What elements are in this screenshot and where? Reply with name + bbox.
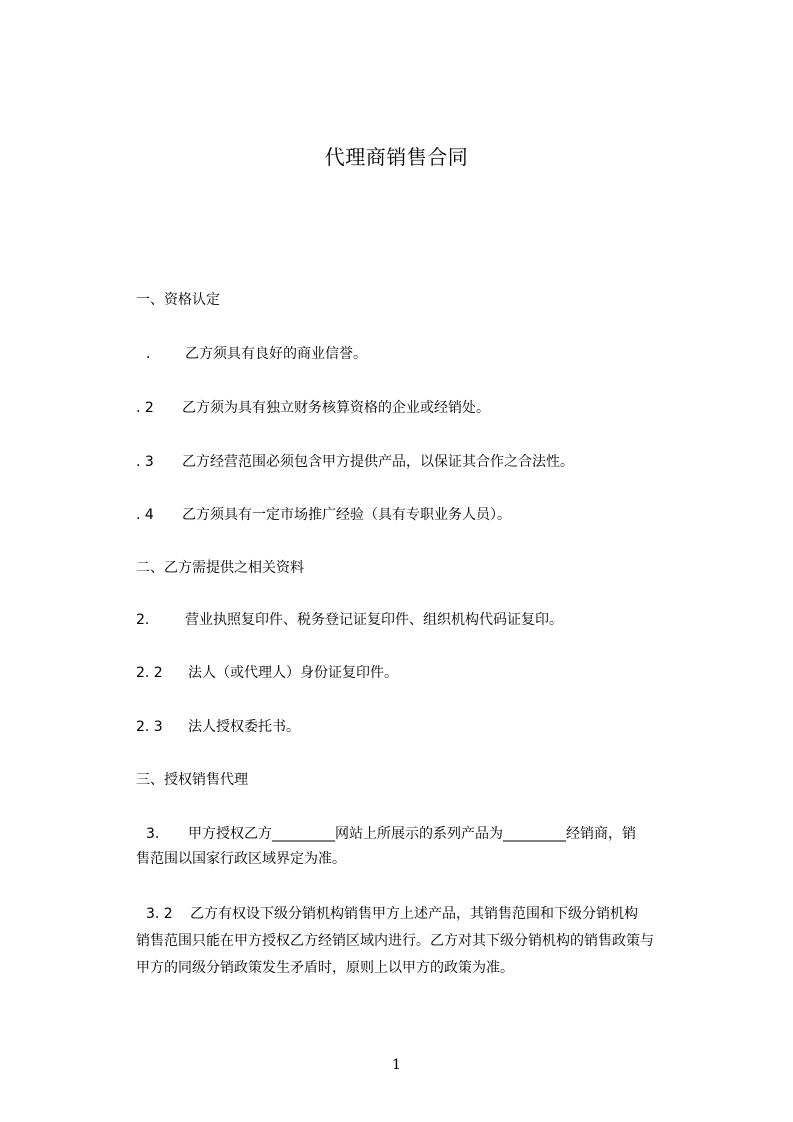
section-heading-text: 三、授权销售代理 [136, 772, 248, 788]
section-heading [0, 291, 220, 345]
clause-number: . 3 [136, 454, 154, 470]
clause-number: . 2 [136, 400, 154, 416]
clause-text-line: 售范围以国家行政区域界定为准。 [136, 851, 346, 867]
section-heading [0, 559, 304, 613]
clause-text: 法人授权委托书。 [188, 719, 300, 735]
clause-text-line: 甲方授权乙方_________网站上所展示的系列产品为_________经销商，销 [188, 826, 636, 842]
clause-text: 乙方须具有良好的商业信誉。 [185, 346, 367, 362]
section-heading-text: 二、乙方需提供之相关资料 [136, 560, 304, 576]
clause-number: 3. 2 [146, 906, 173, 922]
clause-number: 2. [136, 612, 150, 628]
clause-number: 2. 2 [136, 665, 163, 681]
clause-text: 乙方须具有一定市场推广经验（具有专职业务人员）。 [182, 507, 511, 523]
clause-number: 3. [146, 826, 160, 842]
clause-continuation [0, 959, 514, 1013]
clause-number: . 4 [136, 507, 154, 523]
section-heading-text: 一、资格认定 [136, 292, 220, 308]
clause-text-line: 甲方的同级分销政策发生矛盾时，原则上以甲方的政策为准。 [136, 960, 514, 976]
clause-text-line: 销售范围只能在甲方授权乙方经销区域内进行。乙方对其下级分销机构的销售政策与 [136, 933, 654, 949]
clause-text: 法人（或代理人）身份证复印件。 [188, 665, 398, 681]
clause-number: 2. 3 [136, 719, 163, 735]
clause-text: 乙方经营范围必须包含甲方提供产品，以保证其合作之合法性。 [182, 454, 574, 470]
clause-continuation [0, 850, 346, 904]
clause-number: . [146, 346, 151, 362]
clause-text: 乙方须为具有独立财务核算资格的企业或经销处。 [182, 400, 490, 416]
section-heading [0, 771, 248, 825]
page-number: 1 [392, 1057, 401, 1073]
clause-text-line: 乙方有权设下级分销机构销售甲方上述产品，其销售范围和下级分销机构 [190, 906, 638, 922]
document-title: 代理商销售合同 [324, 145, 469, 169]
clause-text: 营业执照复印件、税务登记证复印件、组织机构代码证复印。 [185, 612, 563, 628]
